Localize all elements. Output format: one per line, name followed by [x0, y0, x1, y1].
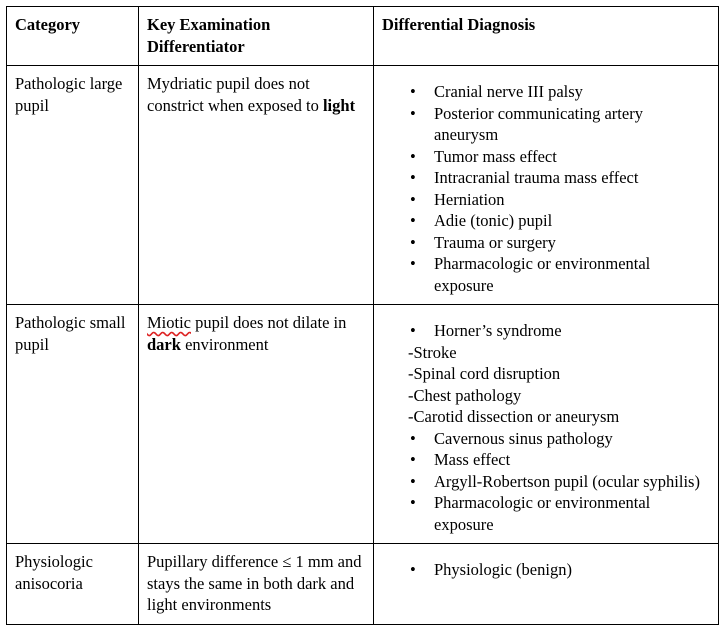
exam-cell: [139, 305, 374, 544]
exam-emphasis: light: [322, 95, 356, 115]
ddx-list: [382, 551, 710, 581]
table-row: [7, 305, 719, 544]
ddx-bullet-item: • Herniation: [382, 189, 710, 211]
ddx-sub-item: -Stroke: [408, 342, 457, 362]
ddx-bullet-item: • Cavernous sinus pathology: [382, 428, 710, 450]
ddx-bullet-item: • Trauma or surgery: [382, 232, 710, 254]
ddx-list: [382, 312, 710, 535]
table-row: [7, 66, 719, 305]
exam-text: pupil does not dilate in: [195, 313, 347, 332]
ddx-list: [382, 73, 710, 296]
ddx-sub-item: -Spinal cord disruption: [408, 364, 561, 383]
header-category: Category: [7, 7, 139, 66]
category-cell: Pathologic large pupil: [7, 66, 139, 305]
ddx-sub-item: -Chest pathology: [408, 385, 522, 405]
header-row: [7, 7, 719, 66]
ddx-cell: [374, 305, 719, 544]
header-exam: Key Examination Differentiator: [139, 7, 374, 66]
ddx-bullet-item: • Cranial nerve III palsy: [382, 81, 710, 103]
header-ddx: Differential Diagnosis: [374, 7, 719, 66]
ddx-bullet-item: • Horner’s syndrome: [382, 320, 710, 342]
exam-cell: [139, 66, 374, 305]
ddx-bullet-item: • Posterior communicating artery aneurysm: [382, 103, 710, 146]
exam-text: environment: [185, 334, 269, 354]
table-row: [7, 544, 719, 625]
exam-emphasis: dark: [147, 334, 181, 354]
ddx-bullet-item: • Pharmacologic or environmental exposure: [382, 492, 710, 535]
category-cell: Physiologic anisocoria: [7, 544, 139, 625]
ddx-cell: [374, 544, 719, 625]
differential-table: [6, 6, 719, 625]
ddx-bullet-item: • Intracranial trauma mass effect: [382, 167, 710, 189]
ddx-sub-item: -Carotid dissection or aneurysm: [408, 407, 620, 426]
spellcheck-flagged-word: Miotic: [147, 313, 191, 332]
category-cell: Pathologic small pupil: [7, 305, 139, 544]
ddx-bullet-item: • Argyll-Robertson pupil (ocular syphilis): [382, 471, 710, 493]
exam-cell: Pupillary difference ≤ 1 mm and stays the same in both dark and light environments: [139, 544, 374, 625]
ddx-bullet-item: • Tumor mass effect: [382, 146, 710, 168]
ddx-bullet-item: • Adie (tonic) pupil: [382, 210, 710, 232]
ddx-bullet-item: • Mass effect: [382, 449, 710, 471]
exam-text: Mydriatic pupil does not constrict when exposed to: [147, 74, 319, 115]
ddx-bullet-item: • Pharmacologic or environmental exposure: [382, 253, 710, 296]
ddx-bullet-item: • Physiologic (benign): [382, 559, 710, 581]
ddx-cell: [374, 66, 719, 305]
